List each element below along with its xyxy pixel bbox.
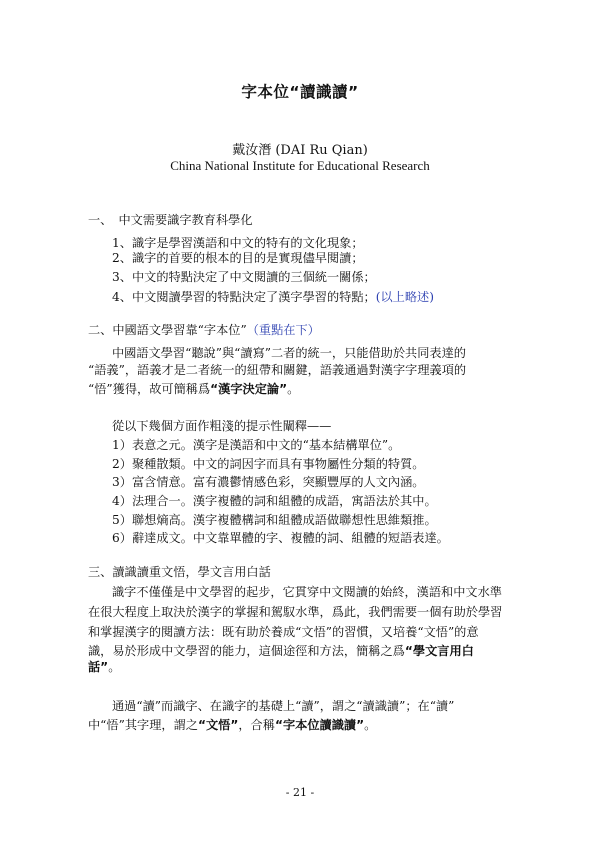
section2-para-line xyxy=(88,381,299,397)
closing-bold: “字本位讀識讀” xyxy=(274,718,365,732)
section2-para-bold: “漢字決定論” xyxy=(210,382,288,396)
closing-bold: “文悟” xyxy=(197,718,239,732)
author-line: 戴汝潛 (DAI Ru Qian) xyxy=(232,143,368,158)
section3-end: 。 xyxy=(108,660,121,674)
page-number: - 21 - xyxy=(285,786,315,799)
section3-line xyxy=(88,659,120,675)
section2-heading-text: 二、中國語文學習靠“字本位” xyxy=(88,323,247,337)
section2-point: 3）富含情意。富有濃鬱情感色彩，突顯豐厚的人文內涵。 xyxy=(112,475,425,489)
section2-para-line: “語義”，語義才是二者統一的紐帶和關鍵，語義通過對漢字字理義項的 xyxy=(88,363,467,377)
section2-para-end: 。 xyxy=(287,382,300,396)
section3-line-text: 識，易於形成中文學習的能力，這個途徑和方法，簡稱之爲 xyxy=(88,644,405,658)
section1-item: 3、中文的特點決定了中文閱讀的三個統一關係； xyxy=(112,270,376,284)
section3-line: 在很大程度上取決於漢字的掌握和駕馭水準，爲此，我們需要一個有助於學習 xyxy=(88,605,503,619)
section3-line: 識字不僅僅是中文學習的起步，它貫穿中文閱讀的始終，漢語和中文水準 xyxy=(112,585,502,599)
section1-item xyxy=(112,289,434,305)
section2-heading xyxy=(88,322,320,338)
section3-bold: 話” xyxy=(88,660,109,674)
closing-text: ，合稱 xyxy=(238,718,275,732)
institute-line: China National Institute for Educational Research xyxy=(170,158,430,173)
section2-point: 1）表意之元。漢字是漢語和中文的“基本結構單位”。 xyxy=(112,438,401,452)
section2-para-text: “悟”獲得，故可簡稱爲 xyxy=(88,382,211,396)
section2-point: 2）聚種散類。中文的詞因字而具有事物屬性分類的特質。 xyxy=(112,457,425,471)
section1-item-note: (以上略述) xyxy=(375,290,434,304)
section1-heading: 一、 中文需要識字教育科學化 xyxy=(88,213,253,227)
section2-heading-note: （重點在下） xyxy=(246,323,320,337)
closing-line: 通過“讀”而識字、在識字的基礎上“讀”，謂之“讀識讀”；在“讀” xyxy=(112,699,455,713)
page-title: 字本位“讀識讀” xyxy=(241,83,359,101)
closing-line xyxy=(88,717,376,733)
section1-item: 2、識字的首要的根本的目的是實現儘早閱讀； xyxy=(112,251,364,265)
section3-bold: “學文言用白 xyxy=(404,644,474,658)
section1-item: 1、識字是學習漢語和中文的特有的文化現象； xyxy=(112,236,364,250)
section1-item-text: 4、中文閱讀學習的特點決定了漢字學習的特點； xyxy=(112,290,376,304)
section2-para-line: 中國語文學習“聽說”與“讀寫”二者的統一，只能借助於共同表達的 xyxy=(112,346,466,360)
section2-intro: 從以下幾個方面作粗淺的提示性闡釋—— xyxy=(112,419,332,433)
section3-line: 和掌握漢字的閱讀方法：既有助於養成“文悟”的習慣，又培養“文悟”的意 xyxy=(88,625,479,639)
closing-end: 。 xyxy=(364,718,377,732)
section3-line xyxy=(88,643,474,659)
section3-heading: 三、讀識讀重文悟，學文言用白話 xyxy=(88,565,271,579)
section2-point: 4）法理合一。漢字複體的詞和組體的成語，寓語法於其中。 xyxy=(112,494,437,508)
section2-point: 5）聯想熵高。漢字複體構詞和組體成語做聯想性思維類推。 xyxy=(112,513,437,527)
section2-point: 6）辭達成文。中文靠單體的字、複體的詞、組體的短語表達。 xyxy=(112,531,449,545)
closing-text: 中“悟”其字理，謂之 xyxy=(88,718,198,732)
